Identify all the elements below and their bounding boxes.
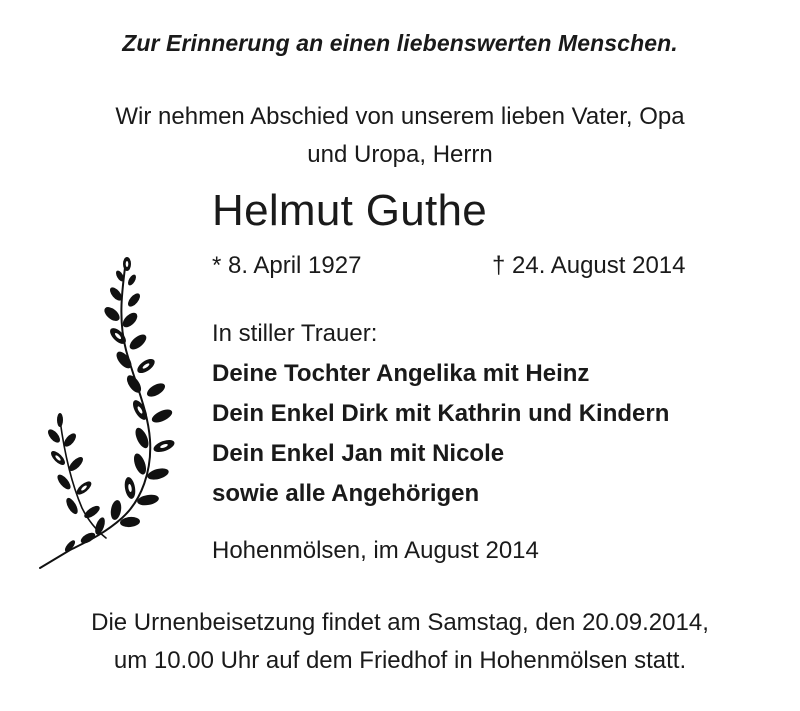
mourners-heading: In stiller Trauer: bbox=[212, 320, 378, 347]
life-dates bbox=[212, 252, 732, 284]
burial-line-2: um 10.00 Uhr auf dem Friedhof in Hohenmölsen statt. bbox=[113, 647, 687, 674]
birth-date: * 8. April 1927 bbox=[212, 252, 362, 279]
mourners-block bbox=[212, 314, 669, 514]
burial-info bbox=[0, 604, 800, 680]
death-date: † 24. August 2014 bbox=[492, 252, 686, 279]
flower-branch-illustration bbox=[30, 250, 200, 570]
burial-line-1: Die Urnenbeisetzung findet am Samstag, den 20.09.2014, bbox=[91, 609, 709, 636]
mourner-line: Deine Tochter Angelika mit Heinz bbox=[212, 360, 590, 387]
deceased-name: Helmut Guthe bbox=[212, 186, 488, 235]
place-and-date: Hohenmölsen, im August 2014 bbox=[212, 537, 539, 564]
intro-line-2: und Uropa, Herrn bbox=[307, 141, 493, 168]
intro-line-1: Wir nehmen Abschied von unserem lieben Vater, Opa bbox=[115, 103, 685, 130]
intro-text bbox=[0, 98, 800, 174]
mourner-line: sowie alle Angehörigen bbox=[212, 480, 480, 507]
mourner-line: Dein Enkel Dirk mit Kathrin und Kindern bbox=[212, 400, 670, 427]
motto-text: Zur Erinnerung an einen liebenswerten Menschen. bbox=[122, 30, 678, 56]
mourner-line: Dein Enkel Jan mit Nicole bbox=[212, 440, 505, 467]
